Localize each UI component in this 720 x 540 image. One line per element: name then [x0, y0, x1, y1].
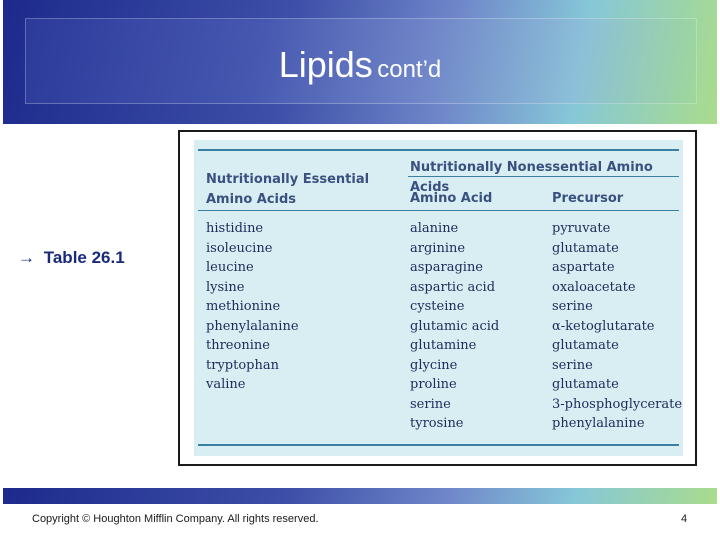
- table-bottom-rule: [198, 444, 679, 446]
- table-cell: tyrosine: [410, 416, 464, 431]
- nonessential-group-header: Nutritionally Nonessential Amino Acids: [410, 160, 653, 195]
- table-caption-text: Table 26.1: [43, 248, 125, 267]
- table-cell: asparagine: [410, 260, 484, 275]
- table-cell: isoleucine: [206, 240, 273, 256]
- table-cell: alanine: [410, 221, 459, 236]
- nonessential-column: [410, 219, 499, 434]
- table-cell: pyruvate: [552, 221, 611, 236]
- table-cell: aspartic acid: [410, 279, 496, 295]
- table-cell: arginine: [410, 240, 466, 256]
- copyright-notice: Copyright © Houghton Mifflin Company. All rights reserved.: [32, 513, 319, 525]
- table-cell: serine: [552, 299, 593, 314]
- table-cell: valine: [206, 377, 246, 392]
- table-cell: glutamate: [552, 377, 619, 392]
- header-bottom-rule: [198, 210, 679, 211]
- table-cell: aspartate: [552, 260, 615, 275]
- essential-column-header: [206, 170, 369, 210]
- table-cell: oxaloacetate: [552, 279, 636, 295]
- table-caption: [18, 248, 125, 268]
- table-cell: methionine: [206, 299, 281, 314]
- right-arrow-icon: →: [18, 248, 35, 267]
- table-cell: phenylalanine: [206, 318, 299, 334]
- precursor-column: [552, 219, 682, 434]
- table-cell: histidine: [206, 221, 264, 236]
- table-cell: glutamine: [410, 338, 477, 353]
- essential-header-line1: Nutritionally Essential: [206, 172, 370, 187]
- footer-bar: [3, 488, 717, 504]
- table-cell: serine: [410, 396, 451, 412]
- page-number: 4: [681, 513, 688, 525]
- table-cell: glycine: [410, 357, 458, 373]
- table-cell: cysteine: [410, 299, 465, 314]
- table-cell: threonine: [206, 338, 270, 353]
- table-cell: glutamate: [552, 338, 619, 353]
- table-cell: glutamic acid: [410, 318, 500, 334]
- table-cell: lysine: [206, 279, 245, 295]
- amino-acid-column-header: Amino Acid: [410, 191, 493, 206]
- slide-title: [3, 44, 717, 86]
- amino-acid-table: [194, 140, 683, 456]
- essential-header-line2: Amino Acids: [206, 192, 297, 207]
- precursor-column-header: Precursor: [552, 191, 624, 206]
- table-top-rule: [198, 149, 679, 151]
- table-cell: glutamate: [552, 240, 619, 256]
- table-frame: [178, 130, 697, 466]
- table-cell: proline: [410, 377, 457, 392]
- slide-title-sub: cont’d: [377, 56, 442, 83]
- title-banner: [3, 0, 717, 124]
- essential-column: [206, 219, 299, 395]
- table-cell: tryptophan: [206, 357, 279, 373]
- table-cell: α-ketoglutarate: [552, 318, 655, 334]
- table-cell: leucine: [206, 260, 254, 275]
- table-cell: serine: [552, 357, 593, 373]
- table-cell: 3-phosphoglycerate: [552, 396, 683, 412]
- slide-title-main: Lipids: [278, 44, 373, 85]
- table-cell: phenylalanine: [552, 416, 645, 431]
